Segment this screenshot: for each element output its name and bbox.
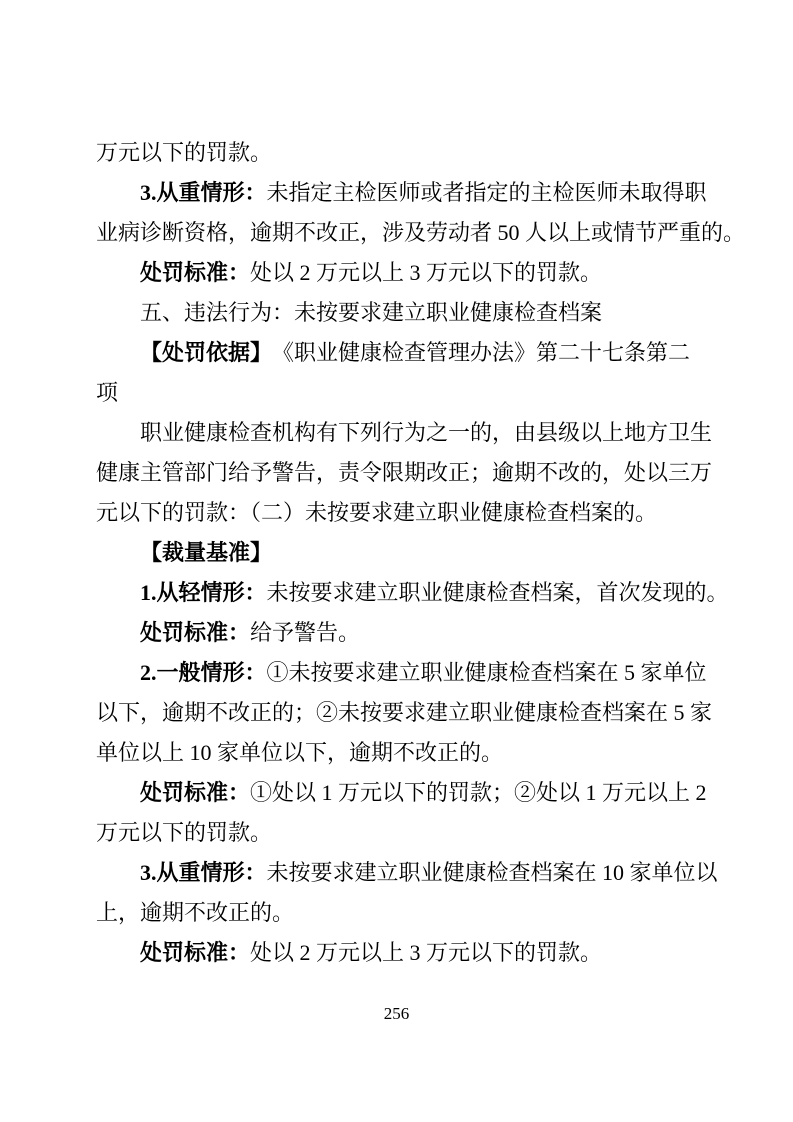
run-regular: ①未按要求建立职业健康检查档案在 5 家单位 bbox=[266, 660, 707, 685]
text-line bbox=[96, 333, 702, 373]
run-regular: 上，逾期不改正的。 bbox=[96, 900, 295, 925]
run-regular: ①处以 1 万元以下的罚款；②处以 1 万元以上 2 bbox=[250, 780, 707, 805]
run-regular: 万元以下的罚款。 bbox=[96, 140, 273, 165]
text-line bbox=[96, 893, 702, 933]
page-number: 256 bbox=[383, 1004, 410, 1023]
page-footer bbox=[0, 1003, 793, 1025]
run-regular: 业病诊断资格，逾期不改正，涉及劳动者 50 人以上或情节严重的。 bbox=[96, 220, 746, 245]
run-regular: 元以下的罚款：（二）未按要求建立职业健康检查档案的。 bbox=[96, 500, 658, 525]
text-line bbox=[96, 253, 702, 293]
run-bold: 处罚标准： bbox=[140, 620, 251, 645]
run-regular: 未按要求建立职业健康检查档案，首次发现的。 bbox=[266, 580, 729, 605]
text-line bbox=[96, 413, 713, 453]
text-line bbox=[96, 213, 746, 253]
run-regular: 五、违法行为：未按要求建立职业健康检查档案 bbox=[140, 300, 603, 325]
run-bold: 3.从重情形： bbox=[140, 860, 267, 885]
text-line bbox=[96, 173, 707, 213]
text-line bbox=[96, 573, 729, 613]
text-line bbox=[96, 773, 707, 813]
text-line bbox=[96, 813, 702, 853]
text-line bbox=[96, 453, 713, 493]
text-line bbox=[96, 493, 702, 533]
run-bold: 【裁量基准】 bbox=[140, 540, 273, 565]
run-regular: 处以 2 万元以上 3 万元以下的罚款。 bbox=[250, 940, 603, 965]
run-regular: 单位以上 10 家单位以下，逾期不改正的。 bbox=[96, 740, 504, 765]
text-line bbox=[96, 933, 702, 973]
run-regular: 未按要求建立职业健康检查档案在 10 家单位以 bbox=[266, 860, 718, 885]
text-line bbox=[96, 133, 702, 173]
text-line bbox=[96, 733, 702, 773]
run-bold: 处罚标准： bbox=[140, 780, 251, 805]
text-line bbox=[96, 693, 713, 733]
text-line bbox=[96, 853, 718, 893]
run-bold: 3.从重情形： bbox=[140, 180, 267, 205]
run-bold: 1.从轻情形： bbox=[140, 580, 267, 605]
text-line bbox=[96, 373, 702, 413]
run-bold: 2.一般情形： bbox=[140, 660, 267, 685]
run-regular: 《职业健康检查管理办法》第二十七条第二 bbox=[261, 340, 691, 365]
run-regular: 给予警告。 bbox=[250, 620, 361, 645]
run-regular: 以下，逾期不改正的；②未按要求建立职业健康检查档案在 5 家 bbox=[96, 700, 713, 725]
text-line bbox=[96, 533, 702, 573]
run-bold: 处罚标准： bbox=[140, 260, 251, 285]
run-regular: 万元以下的罚款。 bbox=[96, 820, 273, 845]
run-bold: 【处罚依据】 bbox=[140, 340, 262, 365]
text-line bbox=[96, 653, 707, 693]
run-regular: 未指定主检医师或者指定的主检医师未取得职 bbox=[266, 180, 707, 205]
run-regular: 职业健康检查机构有下列行为之一的，由县级以上地方卫生 bbox=[140, 420, 713, 445]
run-bold: 处罚标准： bbox=[140, 940, 251, 965]
run-regular: 处以 2 万元以上 3 万元以下的罚款。 bbox=[250, 260, 603, 285]
text-line bbox=[96, 293, 702, 333]
page-body bbox=[96, 133, 746, 973]
run-regular: 项 bbox=[96, 380, 119, 405]
text-line bbox=[96, 613, 702, 653]
run-regular: 健康主管部门给予警告，责令限期改正；逾期不改的，处以三万 bbox=[96, 460, 713, 485]
